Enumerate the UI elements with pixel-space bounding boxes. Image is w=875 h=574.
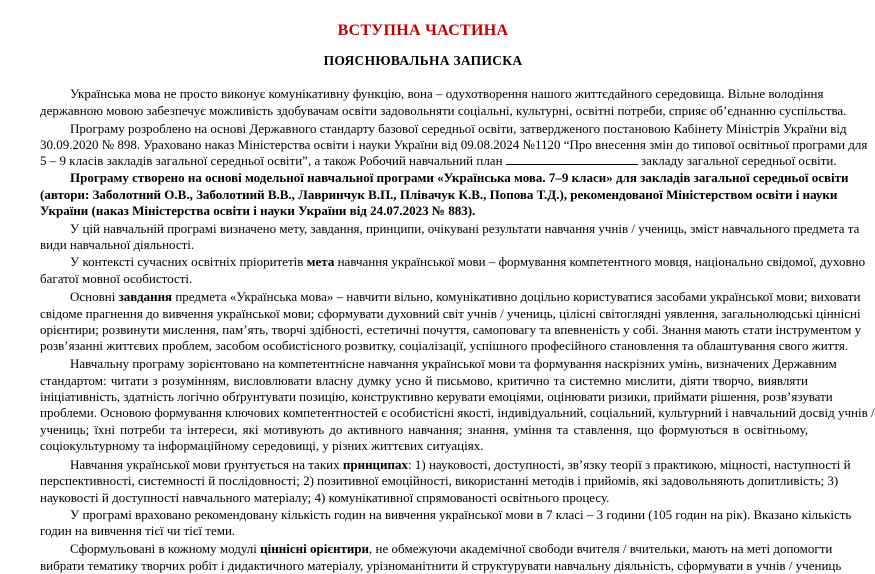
para6-line3: орієнтири; розвинути мислення, пам’ять, творчі здібності, естетичні почуття, самоповагу та впевненість у собі. Знання мають стати інструментом у xyxy=(40,322,862,337)
para3-line3: України (наказ Міністерства освіти і науки України від 24.07.2023 № 883). xyxy=(40,203,476,218)
para2-line3: 5 – 9 класів закладів загальної середньої освіти”, а також Робочий навчальний план закладу загальної середньої освіти. xyxy=(40,153,837,168)
para8-line3: науковості й доступності навчального матеріалу; 4) комунікативної спрямованості освітнього процесу. xyxy=(40,490,610,505)
para5-line1: У контексті сучасних освітніх пріоритетів мета навчання української мови – формування компетентного мовця, національно свідомої, духовно xyxy=(70,254,866,269)
para6-line4: розв’язанні життєвих проблем, засобом особистісного розвитку, соціалізації, успішного професійного становлення та облаштування свого життя. xyxy=(40,338,849,353)
para2-line1: Програму розроблено на основі Державного стандарту базової середньої освіти, затвердженого постановою Кабінету Міністрів України від xyxy=(70,121,847,136)
para6-line1: Основні завдання предмета «Українська мова» – навчити вільно, комунікативно доцільно користуватися засобами української мови; виховати xyxy=(70,289,861,304)
section-heading: ВСТУПНА ЧАСТИНА xyxy=(337,22,509,39)
para9-line1: У програмі враховано рекомендовану кількість годин на вивчення української мови в 7 класі – 3 години (105 годин на рік). Вказано кількість xyxy=(70,507,852,522)
para7-line4: проблеми. Основою формування ключових компетентностей є особистісні якості, індивідуальний, соціальний, культурний і навчальний досвід учнів / xyxy=(40,405,875,420)
para7-line1: Навчальну програму зорієнтовано на компетентнісне навчання української мови та формування наскрізних умінь, визначених Державним xyxy=(70,356,837,371)
para7-line6: соціокультурному та інформаційному середовищі, у різних життєвих ситуаціях. xyxy=(40,438,484,453)
para7-line2: стандартом: читати з розумінням, висловлювати власну думку усно й письмово, критично та системно мислити, діяти творчо, виявляти xyxy=(40,373,808,388)
para3-line2: (автори: Заболотний О.В., Заболотний В.В., Лавринчук В.П., Плівачук К.В., Попова Т.Д.), рекомендованої Міністерством освіти і науки xyxy=(40,187,838,202)
blank-field xyxy=(506,153,638,165)
para7-line5: учениць; їхні потреби та інтереси, які мотивують до активного навчання; знання, уміння та ставлення, що формуються в освітньому, xyxy=(40,422,808,437)
para5-line2: багатої мовної особистості. xyxy=(40,271,193,286)
para2-line2: 30.09.2020 № 898. Ураховано наказ Міністерства освіти і науки України від 09.08.2024 №1120 “Про внесення змін до типової освітньої програми для xyxy=(40,137,868,152)
para9-line2: годин на вивчення тієї чи тієї теми. xyxy=(40,523,236,538)
para3-line1: Програму створено на основі модельної навчальної програми «Українська мова. 7–9 класи» для закладів загальної середньої освіти xyxy=(70,170,849,185)
para4-line1: У цій навчальній програмі визначено мету, завдання, принципи, очікувані результати навчання учнів / учениць, зміст навчального предмета та xyxy=(70,221,860,236)
note-heading: ПОЯСНЮВАЛЬНА ЗАПИСКА xyxy=(323,53,523,68)
para10-line2: вибрати тематику творчих робіт і дидактичного матеріалу, урізноманітнити й структурувати навчальну діяльність, сформувати в учнів / учениць xyxy=(40,558,842,573)
para4-line2: види навчальної діяльності. xyxy=(40,237,195,252)
para1-line2: державною мовою забезпечує можливість здобувачам освіти задовольняти соціальні, культурні, освітні потреби, сприяє об’єднанню суспільства. xyxy=(40,103,847,118)
para7-line3: ініціативність, здатність логічно обґрунтувати позицію, конструктивно керувати емоціями, оцінювати ризики, приймати рішення, розв’язувати xyxy=(40,389,833,404)
para8-line1: Навчання української мови ґрунтується на таких принципах: 1) науковості, доступності, зв’язку теорії з практикою, міцності, наступності й xyxy=(70,457,851,472)
para8-line2: перспективності, системності й послідовності; 2) позитивної емоційності, використанні методів і прийомів, які задовольняють допитливість; 3) xyxy=(40,473,839,488)
para10-line1: Сформульовані в кожному модулі ціннісні орієнтири, не обмежуючи академічної свободи вчителя / вчительки, мають на меті допомогти xyxy=(70,541,833,556)
para1-line1: Українська мова не просто виконує комунікативну функцію, вона – одухотворення нашого життєдайного середовища. Вільне володіння xyxy=(70,86,824,101)
para6-line2: свідоме прагнення до вивчення української мови; сформувати духовний світ учнів / учениць, цілісні світоглядні уявлення, загальнолюдські ціннісні xyxy=(40,306,861,321)
